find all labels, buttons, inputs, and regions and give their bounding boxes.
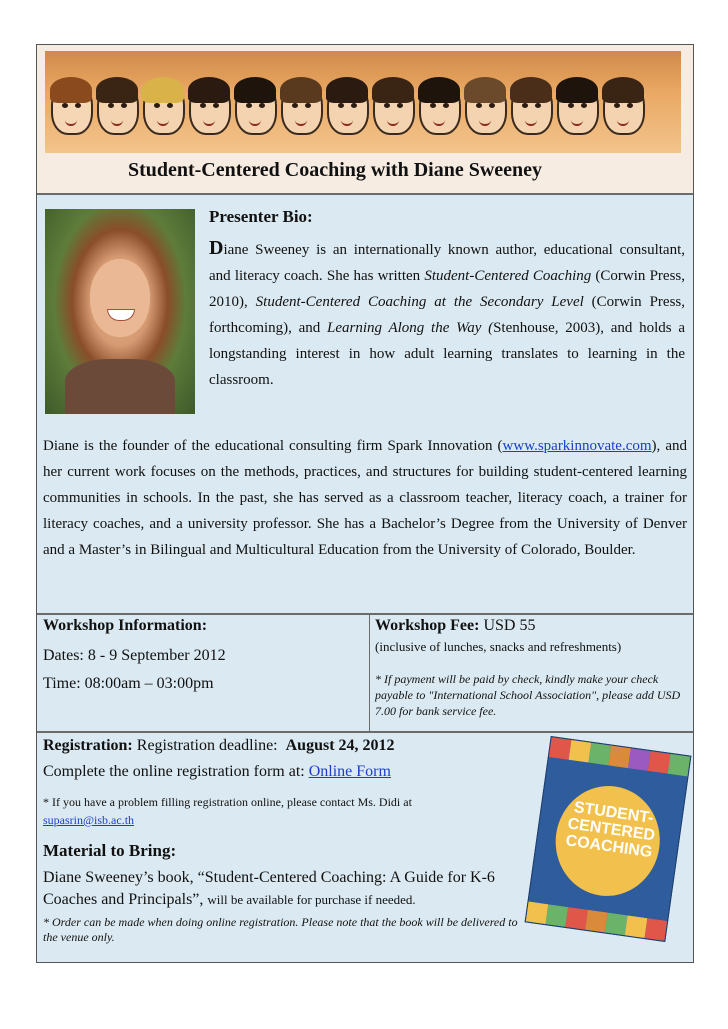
workshop-time: Time: 08:00am – 03:00pm xyxy=(43,675,214,692)
drawn-face xyxy=(189,81,231,135)
drawn-face xyxy=(235,81,277,135)
material-text: Diane Sweeney’s book, “Student-Centered Coaching: A Guide for K-6 Coaches and Principals”, will be available for purchase if needed. xyxy=(43,869,495,908)
fee-line: Workshop Fee: USD 55 xyxy=(375,617,536,634)
presenter-bio-section xyxy=(37,195,693,615)
drawn-face xyxy=(51,81,93,135)
workshop-section xyxy=(37,615,693,733)
drawn-face xyxy=(419,81,461,135)
drawn-face xyxy=(281,81,323,135)
contact-email-link[interactable]: supasrin@isb.ac.th xyxy=(43,813,135,827)
drawn-face xyxy=(557,81,599,135)
bio-paragraph-1: Diane Sweeney is an internationally known author, educational consultant, and literacy coach. She has written Student-Centered Coaching (Corwin Press, 2010), Student-Centered Coaching at the Secondary Level (Corwin Press, forthcoming), and Learning Along the Way (Stenhouse, 2003), and holds a longstanding interest in how adult learning translates to learning in the classroom. xyxy=(209,237,686,388)
order-note: * Order can be made when doing online registration. Please note that the book will be delivered to the venue only. xyxy=(43,915,518,944)
children-drawing-banner xyxy=(45,51,681,153)
flyer xyxy=(36,44,694,963)
drawn-face xyxy=(603,81,645,135)
bio-paragraph-2: Diane is the founder of the educational consulting firm Spark Innovation (www.sparkinnovate.com), and her current work focuses on the methods, practices, and structures for building student-centered learning communities in schools. In the past, she has served as a classroom teacher, literacy coach, a trainer for literacy coaches, and a university professor. She has a Bachelor’s Degree from the University of Denver and a Master’s in Bilingual and Multicultural Education from the University of Colorado, Boulder. xyxy=(43,438,687,558)
registration-line: Registration: Registration deadline: August 24, 2012 xyxy=(43,737,395,754)
spark-innovate-link[interactable]: www.sparkinnovate.com xyxy=(502,438,652,454)
header xyxy=(37,45,693,195)
workshop-dates: Dates: 8 - 9 September 2012 xyxy=(43,647,226,664)
drawn-face xyxy=(97,81,139,135)
online-form-link[interactable]: Online Form xyxy=(308,763,391,780)
drawn-face xyxy=(511,81,553,135)
drawn-face xyxy=(327,81,369,135)
drawn-face xyxy=(373,81,415,135)
drawn-face xyxy=(465,81,507,135)
bio-heading: Presenter Bio: xyxy=(209,207,313,226)
drawn-face xyxy=(143,81,185,135)
workshop-info-heading: Workshop Information: xyxy=(43,617,208,634)
payment-note: * If payment will be paid by check, kindly make your check payable to "International School Association", please add USD 7.00 for bank service fee. xyxy=(375,672,681,718)
page-title: Student-Centered Coaching with Diane Sweeney xyxy=(127,159,543,181)
material-heading: Material to Bring: xyxy=(43,841,177,860)
fee-note: (inclusive of lunches, snacks and refreshments) xyxy=(375,639,622,654)
contact-note: * If you have a problem filling registration online, please contact Ms. Didi at supasrin@isb.ac.th xyxy=(43,795,412,827)
online-form-line: Complete the online registration form at: Online Form xyxy=(43,763,391,780)
workshop-info xyxy=(37,615,370,731)
registration-section xyxy=(37,733,693,962)
presenter-photo xyxy=(45,209,195,414)
book-cover-image: STUDENT-CENTERED COACHING xyxy=(525,736,692,942)
workshop-fee xyxy=(371,615,693,731)
